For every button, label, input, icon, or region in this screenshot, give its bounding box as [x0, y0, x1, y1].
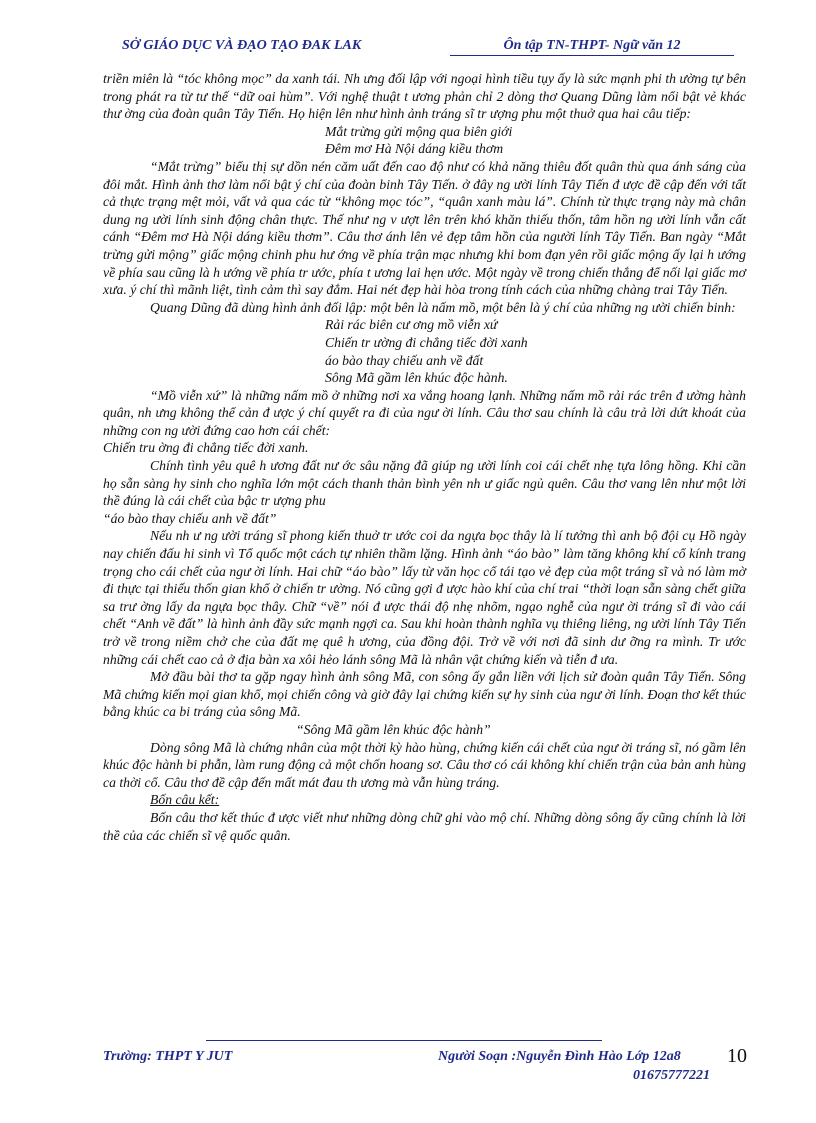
page-number: 10 [727, 1045, 747, 1067]
footer-divider [206, 1040, 602, 1041]
quote-line: Chiến tru ờng đi chẳng tiếc đời xanh. [103, 440, 309, 456]
footer-author: Người Soạn :Nguyễn Đình Hào Lớp 12a8 [438, 1049, 681, 1064]
verse-line: Sông Mã gầm lên khúc độc hành. [325, 370, 508, 386]
quote-line: “Sông Mã gầm lên khúc độc hành” [296, 721, 491, 737]
header-department: SỞ GIÁO DỤC VÀ ĐẠO TẠO ĐAK LAK [122, 38, 362, 53]
header-subject: Ôn tập TN-THPT- Ngữ văn 12 [450, 38, 734, 56]
section-heading [103, 791, 746, 809]
verse-line: áo bào thay chiếu anh về đất [325, 352, 484, 368]
paragraph-4: “Mồ viễn xứ” là những nấm mồ ở những nơi xa vắng hoang lạnh. Những nấm mồ rải rác trên đ ường hành quân, nh ưng không thể cản đ ược ý chí quyết ra đi của ngư ời lính. Câu thơ sau chính là câu trả lời dứt khoát của những con ng ười đứng cao hơn cái chết: [103, 387, 746, 438]
paragraph-11: Dòng sông Mã là chứng nhân của một thời kỳ hào hùng, chứng kiến cái chết của ngư ời tráng sĩ, nó gầm lên khúc độc hành bi phẫn, làm rung động cả một chốn hoang sơ. Câu thơ có cái không khí chiến trận của bản anh hùng ca thời cổ. Câu thơ đề cập đến mất mát đau th ương mà vẫn hùng tráng. [103, 739, 746, 790]
verse-line: Chiến tr ường đi chẳng tiếc đời xanh [325, 334, 528, 350]
verse-line: Đêm mơ Hà Nội dáng kiều thơm [325, 141, 504, 157]
footer-phone: 01675777221 [633, 1068, 710, 1083]
quote-line: “áo bào thay chiếu anh về đất” [103, 510, 277, 526]
verse-line: Mắt trừng gửi mộng qua biên giới [325, 123, 513, 139]
document-body [103, 70, 746, 844]
section-heading-text: Bốn câu kết: [150, 792, 220, 808]
paragraph-8: Nếu nh ư ng ười tráng sĩ phong kiến thuở tr ước coi da ngựa bọc thây là lí tưởng thì anh bộ đội cụ Hồ ngày nay chiến đấu hi sinh vì Tổ quốc một cách tự nhiên thầm lặng. Hình ảnh “áo bào” làm tăng không khí cổ kính trang trọng cho cái chết của ngư ời lính. Hai chữ “áo bào” lấy từ văn học cổ tái tạo vẻ đẹp của một tráng sĩ và nó làm mờ đi thực tại thiếu thốn gian khổ ở chiến tr ường. Nó cũng gợi đ ược hào khí của chí trai “thời loạn sẵn sàng chết giữa sa trư ờng lấy da ngựa bọc thây. Chữ “về” nói đ ược thái độ nhẹ nhõm, ngạo nghễ của ngư ời tráng sĩ đi vào cái chết “Anh về đất” là hình ảnh đầy sức mạnh ngợi ca. Sau khi hoàn thành nghĩa vụ thiêng liêng, ng ười lính Tây Tiến trở về trong niềm chở che của đất mẹ quê h ương, của đồng đội. Trở về với nơi đã sinh dư ỡng ra mình. Tr ước những cái chết cao cả ở địa bàn xa xôi hẻo lánh sông Mã là nhân vật chứng kiến và tiễn đ ưa. [103, 528, 746, 667]
paragraph-1: triền miên là “tóc không mọc” da xanh tái. Nh ưng đối lập với ngoại hình tiều tụy ấy là sức mạnh phi th ường tự bên trong phát ra từ tư thế “dữ oai hùm”. Với nghệ thuật t ương phản chỉ 2 dòng thơ Quang Dũng làm nổi bật vẻ khác thư ờng của đoàn quân Tây Tiến. Họ hiện lên như hình ảnh tráng sĩ tr ượng phu một thuở qua hai câu tiếp: [103, 71, 746, 122]
paragraph-13: Bốn câu thơ kết thúc đ ược viết như những dòng chữ ghi vào mộ chí. Những dòng sông ấy cũng chính là lời thề của các chiến sĩ vệ quốc quân. [103, 809, 746, 843]
verse-line: Rải rác biên cư ơng mồ viễn xứ [325, 317, 498, 333]
paragraph-3: Quang Dũng đã dùng hình ảnh đối lập: một bên là nấm mồ, một bên là ý chí của những ng ười chiến binh: [150, 299, 736, 315]
paragraph-2: “Mắt trừng” biểu thị sự dồn nén căm uất đến cao độ như có khả năng thiêu đốt quân thù qua ánh sáng của đôi mắt. Hình ảnh thơ làm nổi bật ý chí của đoàn binh Tây Tiến. ở đây ng ười lính Tây Tiến đ ược đề cập đến với tất cả thực trạng mệt mỏi, vất vả qua các từ “không mọc tóc”, “quân xanh màu lá”. Chính từ thực trạng này mà chân dung ng ười lính sinh động chân thực. Thế như ng v ượt lên trên khó khăn thiếu thốn, tâm hồn ng ười lính vẫn cất cánh “Đêm mơ Hà Nội dáng kiều thơm”. Câu thơ ánh lên vẻ đẹp tâm hồn của người lính Tây Tiến. Ban ngày “Mắt trừng gửi mộng” giấc mộng chinh phu hư ớng về phía trận mạc nhưng khi bom đạn yên rồi giấc mộng ấy lại h ướng về phía sau cũng là h ướng về phía tr ước, phía t ương lai hẹn ước. Một ngày về trong chiến thắng để nối lại giấc mơ xưa. ý chí thì mãnh liệt, tình cảm thì say đắm. Hai nét đẹp hài hòa trong tính cách của những chàng trai Tây Tiến. [103, 158, 746, 298]
paragraph-9: Mở đầu bài thơ ta gặp ngay hình ảnh sông Mã, con sông ấy gắn liền với lịch sử đoàn quân Tây Tiến. Sông Mã chứng kiến mọi gian khổ, mọi chiến công và giờ đây lại chứng kiến sự hy sinh của ngư ời lính. Đoạn thơ kết thúc bằng khúc ca bi tráng của sông Mã. [103, 669, 746, 720]
footer-school: Trường: THPT Y JUT [103, 1049, 233, 1064]
paragraph-6: Chính tình yêu quê h ương đất nư ớc sâu nặng đã giúp ng ười lính coi cái chết nhẹ tựa lông hồng. Khi cần họ sẵn sàng hy sinh cho nghĩa lớn một cách thanh thản bình yên nh ư giấc ngủ quên. Câu thơ vang lên như một lời thề đúng là cái chết của bậc tr ượng phu [103, 458, 746, 509]
